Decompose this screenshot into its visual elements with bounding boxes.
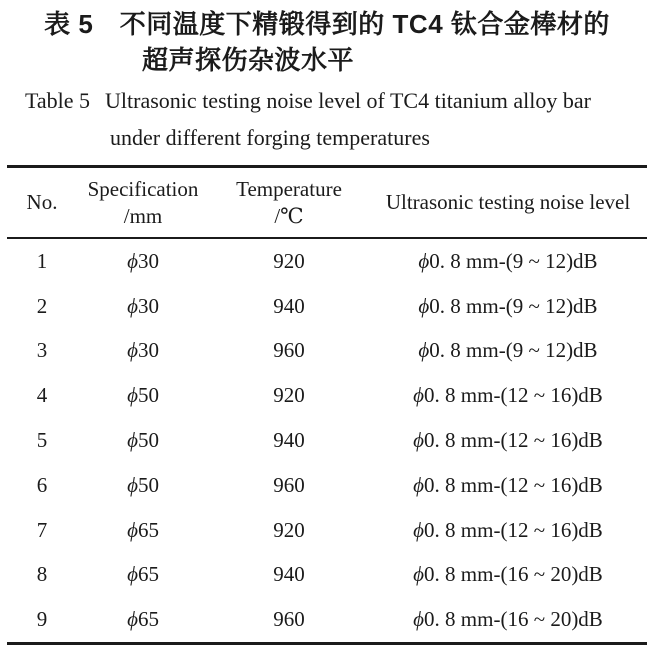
table-cell: ϕ0. 8 mm-(16 ~ 20)dB [413,607,603,632]
table-cell: 4 [36,383,48,408]
table-cell: 6 [36,472,48,497]
table-cell: 940 [273,293,305,318]
table-row [7,373,647,418]
table-cell: 920 [273,383,305,408]
table-cell: 960 [273,338,305,363]
table-cell: ϕ0. 8 mm-(12 ~ 16)dB [413,517,603,542]
table-row [7,553,647,598]
caption-zh-line2: 超声探伤杂波水平 [142,45,355,75]
table-cell: ϕ30 [127,248,159,273]
table-cell: 8 [36,562,48,587]
column-header-temperature [209,176,369,230]
table-cell: ϕ0. 8 mm-(9 ~ 12)dB [418,293,598,318]
caption-en-table-number: Table 5 [25,88,91,113]
column-header-label: No. [26,190,58,214]
column-header-label: Temperature [236,176,342,201]
table-cell: 960 [273,472,305,497]
table-cell: ϕ0. 8 mm-(16 ~ 20)dB [413,562,603,587]
table-cell: ϕ65 [127,607,159,632]
table-caption-zh [0,0,654,78]
table-cell: 2 [36,293,48,318]
table-row [7,463,647,508]
table-cell: 7 [36,517,48,542]
table-cell: ϕ65 [127,517,159,542]
table-row [7,508,647,553]
table-row [7,284,647,329]
table-body [7,239,647,642]
table-row [7,239,647,284]
table-cell: ϕ0. 8 mm-(12 ~ 16)dB [413,428,603,453]
caption-en-line1 [0,82,654,119]
table-cell: 920 [273,248,305,273]
table-cell: ϕ50 [127,472,159,497]
table-cell: ϕ50 [127,383,159,408]
table-caption-en [0,82,654,156]
table-cell: ϕ30 [127,338,159,363]
table-cell: ϕ0. 8 mm-(12 ~ 16)dB [413,383,603,408]
caption-zh-line1: 表 5 不同温度下精锻得到的 TC4 钛合金棒材的 [44,9,610,39]
data-table [7,165,647,645]
table-row [7,329,647,374]
column-header-no [7,189,77,216]
table-cell: 920 [273,517,305,542]
table-header-row [7,168,647,239]
column-header-unit: /mm [123,203,163,228]
table-cell: 1 [36,248,48,273]
table-row [7,418,647,463]
table-cell: ϕ0. 8 mm-(9 ~ 12)dB [418,248,598,273]
column-header-unit: /℃ [274,203,304,228]
caption-en-line2: under different forging temperatures [110,125,430,150]
table-cell: ϕ0. 8 mm-(9 ~ 12)dB [418,338,598,363]
table-cell: 960 [273,607,305,632]
table-row [7,597,647,642]
table-cell: 3 [36,338,48,363]
table-cell: 940 [273,562,305,587]
column-header-noise-level [369,189,647,216]
table-cell: 9 [36,607,48,632]
table-cell: ϕ50 [127,428,159,453]
table-cell: 940 [273,428,305,453]
table-cell: 5 [36,428,48,453]
column-header-specification [77,176,209,230]
table-cell: ϕ65 [127,562,159,587]
table-cell: ϕ0. 8 mm-(12 ~ 16)dB [413,472,603,497]
column-header-label: Specification [87,176,199,201]
table-cell: ϕ30 [127,293,159,318]
caption-en-title-text: Ultrasonic testing noise level of TC4 titanium alloy bar [105,88,591,113]
column-header-label: Ultrasonic testing noise level [385,190,631,214]
